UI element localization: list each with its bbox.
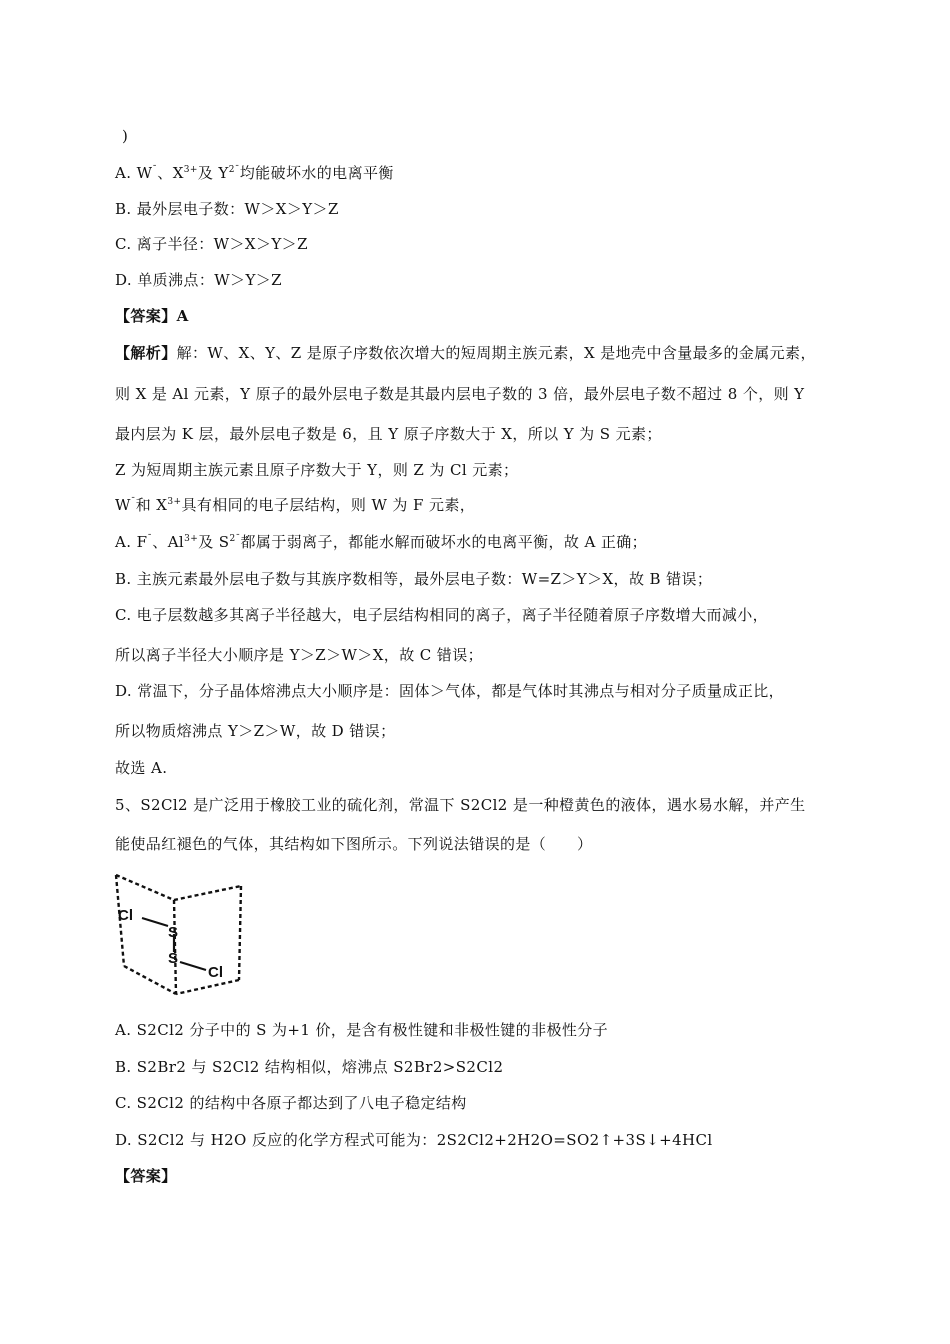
text-line: ) — [122, 127, 129, 145]
option-a — [115, 163, 394, 183]
superscript: 2ˉ — [229, 534, 241, 544]
question-text: 5、S2Cl2 是广泛用于橡胶工业的硫化剂，常温下 S2Cl2 是一种橙黄色的液体，遇水易水解，并产生 — [115, 796, 806, 814]
atom-s-top: S — [168, 924, 179, 941]
text: A. W — [115, 164, 153, 182]
text: 、Al — [152, 533, 185, 551]
analysis-line: 所以物质熔沸点 Y＞Z＞W，故 D 错误； — [115, 722, 396, 740]
analysis-label: 【解析】 — [115, 344, 177, 362]
atom-s-bottom: S — [168, 950, 179, 967]
analysis-line: 所以离子半径大小顺序是 Y＞Z＞W＞X，故 C 错误； — [115, 646, 484, 664]
option-c: C. S2Cl2 的结构中各原子都达到了八电子稳定结构 — [115, 1094, 467, 1112]
analysis-line: C. 电子层数越多其离子半径越大，电子层结构相同的离子，离子半径随着原子序数增大而减小， — [115, 606, 769, 624]
option-c: C. 离子半径：W＞X＞Y＞Z — [115, 235, 308, 253]
superscript: ˉ — [147, 534, 153, 544]
option-b: B. S2Br2 与 S2Cl2 结构相似，熔沸点 S2Br2>S2Cl2 — [115, 1058, 504, 1076]
plane-edge — [176, 980, 239, 994]
analysis-line: Z 为短周期主族元素且原子序数大于 Y，则 Z 为 Cl 元素； — [115, 461, 519, 479]
text: 及 S — [198, 533, 230, 551]
plane-edge — [116, 875, 174, 900]
text: 解：W、X、Y、Z 是原子序数依次增大的短周期主族元素，X 是地壳中含量最多的金属元素， — [176, 344, 816, 362]
plane-edge — [124, 966, 176, 994]
answer-label: 【答案】 — [115, 1167, 177, 1185]
question-text: 能使品红褪色的气体，其结构如下图所示。下列说法错误的是（ ） — [115, 835, 593, 853]
superscript: 3+ — [183, 165, 198, 175]
atom-cl-right: Cl — [208, 964, 223, 981]
text: 及 Y — [197, 164, 229, 182]
analysis-line: D. 常温下，分子晶体熔沸点大小顺序是：固体＞气体，都是气体时其沸点与相对分子质量成正比， — [115, 682, 785, 700]
atom-cl-left: Cl — [118, 907, 133, 924]
text: 具有相同的电子层结构，则 W 为 F 元素， — [181, 496, 476, 514]
option-d: D. 单质沸点：W＞Y＞Z — [115, 271, 282, 289]
bond-s-cl — [180, 962, 206, 970]
superscript: ˉ — [152, 165, 158, 175]
text: W — [115, 496, 131, 514]
option-d: D. S2Cl2 与 H2O 反应的化学方程式可能为：2S2Cl2+2H2O=SO2↑+3S↓+4HCl — [115, 1131, 713, 1149]
option-a: A. S2Cl2 分子中的 S 为+1 价，是含有极性键和非极性键的非极性分子 — [115, 1021, 609, 1039]
superscript: 3+ — [167, 497, 182, 507]
text: 都属于弱离子，都能水解而破坏水的电离平衡，故 A 正确； — [240, 533, 648, 551]
s2cl2-structure-figure — [112, 870, 247, 998]
plane-edge — [174, 886, 241, 900]
option-b: B. 最外层电子数：W＞X＞Y＞Z — [115, 200, 339, 218]
analysis-line: 最内层为 K 层，最外层电子数是 6，且 Y 原子序数大于 X，所以 Y 为 S 元素； — [115, 425, 662, 443]
superscript: 3+ — [184, 534, 199, 544]
analysis-line: 故选 A. — [115, 759, 168, 777]
analysis-line — [115, 343, 816, 363]
superscript: ˉ — [130, 497, 136, 507]
analysis-line: 则 X 是 Al 元素，Y 原子的最外层电子数是其最内层电子数的 3 倍，最外层电子数不超过 8 个，则 Y — [115, 385, 805, 403]
text: A. F — [115, 533, 148, 551]
text: 和 X — [135, 496, 168, 514]
superscript: 2ˉ — [228, 165, 240, 175]
answer-label: 【答案】A — [115, 307, 189, 325]
text: 均能破坏水的电离平衡 — [239, 164, 394, 182]
text: 、X — [157, 164, 184, 182]
analysis-line — [115, 532, 647, 552]
analysis-line — [115, 495, 475, 515]
analysis-line: B. 主族元素最外层电子数与其族序数相等，最外层电子数：W=Z＞Y＞X，故 B 错误； — [115, 570, 713, 588]
plane-edge — [239, 886, 241, 980]
bond-cl-s — [142, 918, 168, 926]
